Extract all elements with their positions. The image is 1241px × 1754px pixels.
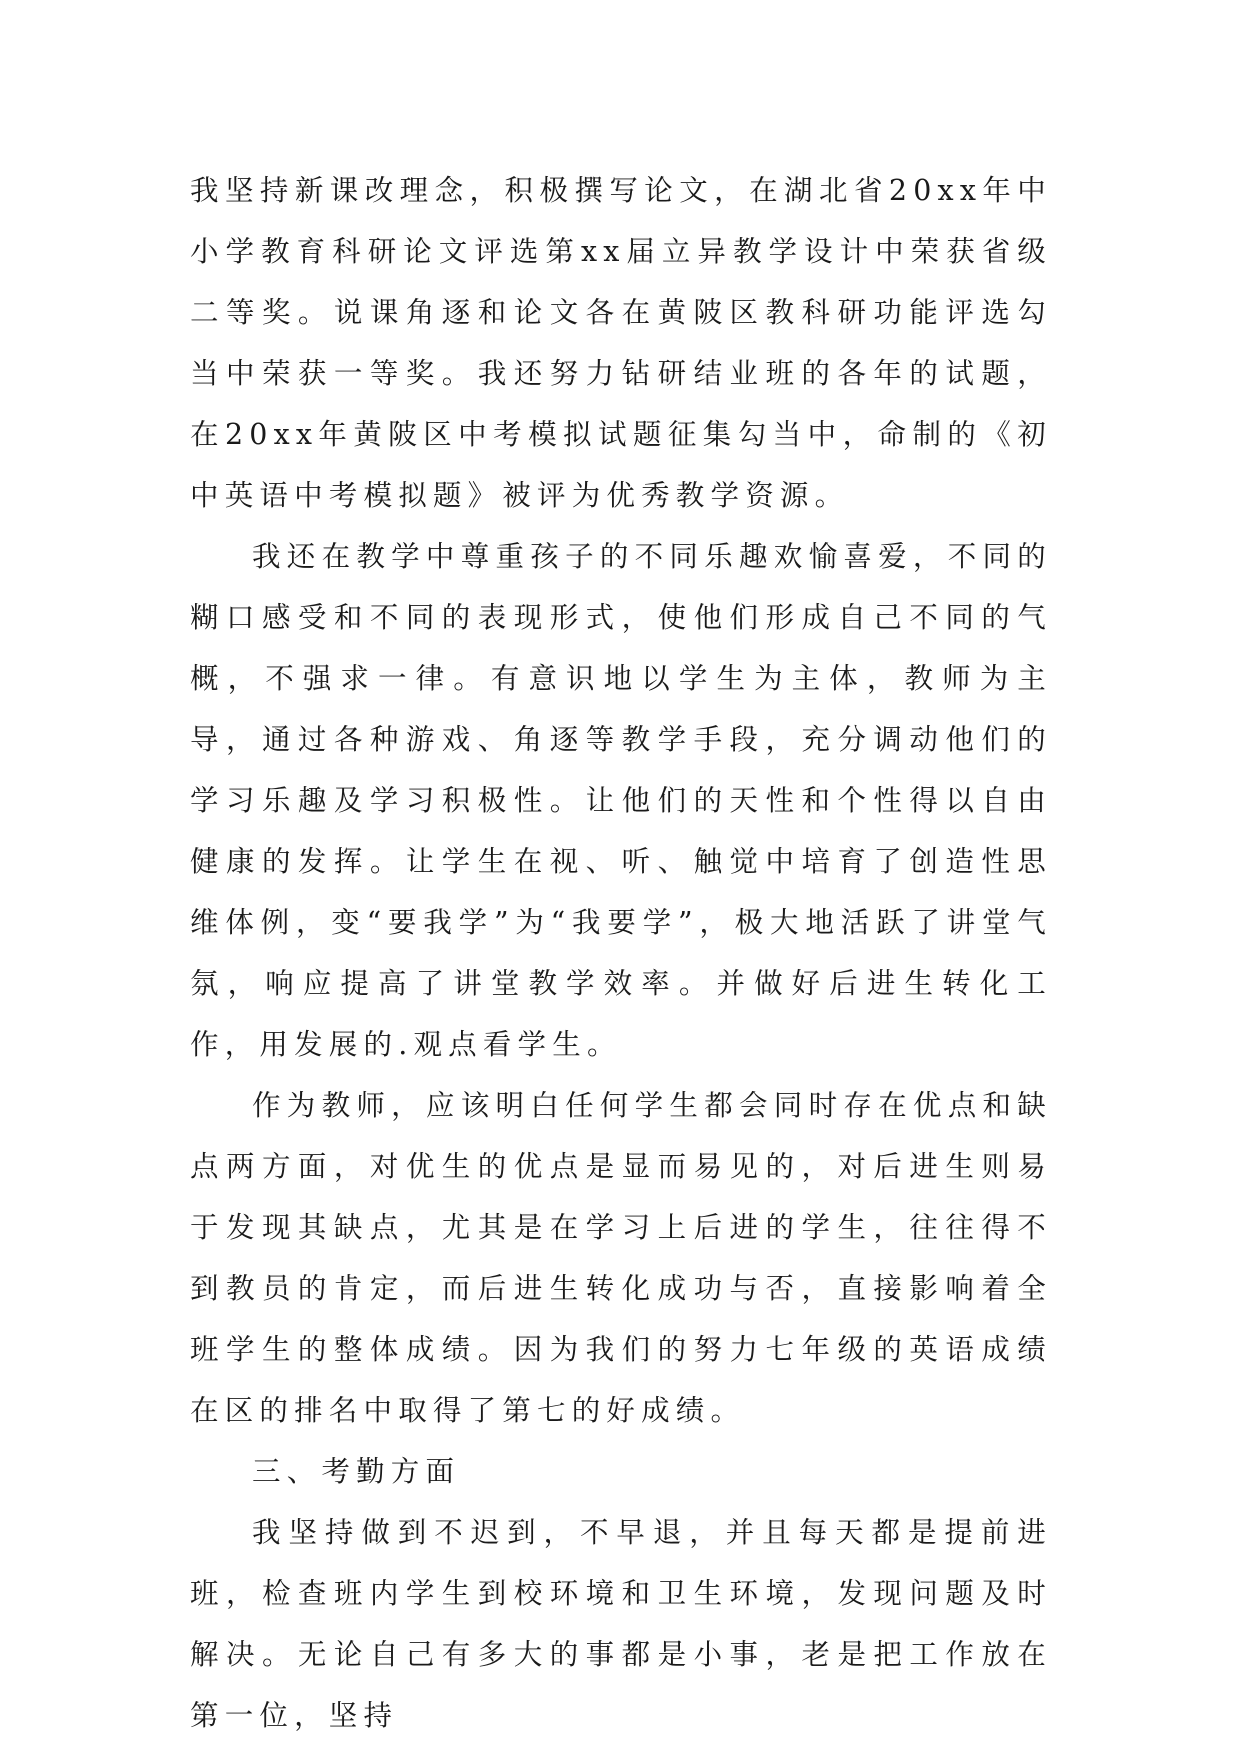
paragraph-awards: 我坚持新课改理念，积极撰写论文，在湖北省20xx年中小学教育科研论文评选第xx届立异教学设计中荣获省级二等奖。说课角逐和论文各在黄陂区教科研功能评选勾当中荣获一等奖。我还努力钻研结业班的各年的试题，在20xx年黄陂区中考模拟试题征集勾当中，命制的《初中英语中考模拟题》被评为优秀教学资源。 bbox=[190, 174, 1052, 512]
paragraph-attendance: 我坚持做到不迟到，不早退，并且每天都是提前进班，检查班内学生到校环境和卫生环境，发现问题及时解决。无论自己有多大的事都是小事，老是把工作放在第一位，坚持 bbox=[190, 1516, 1052, 1732]
paragraph-teaching-approach: 我还在教学中尊重孩子的不同乐趣欢愉喜爱，不同的糊口感受和不同的表现形式，使他们形成自己不同的气概，不强求一律。有意识地以学生为主体，教师为主导，通过各种游戏、角逐等教学手段，充分调动他们的学习乐趣及学习积极性。让他们的天性和个性得以自由健康的发挥。让学生在视、听、触觉中培育了创造性思维体例，变“要我学”为“我要学”，极大地活跃了讲堂气氛，响应提高了讲堂教学效率。并做好后进生转化工作，用发展的.观点看学生。 bbox=[190, 540, 1052, 1061]
paragraph-student-development: 作为教师，应该明白任何学生都会同时存在优点和缺点两方面，对优生的优点是显而易见的，对后进生则易于发现其缺点，尤其是在学习上后进的学生，往往得不到教员的肯定，而后进生转化成功与否，直接影响着全班学生的整体成绩。因为我们的努力七年级的英语成绩在区的排名中取得了第七的好成绩。 bbox=[190, 1089, 1052, 1427]
document-body bbox=[190, 160, 1052, 1746]
section-heading-attendance: 三、考勤方面 bbox=[252, 1455, 461, 1488]
